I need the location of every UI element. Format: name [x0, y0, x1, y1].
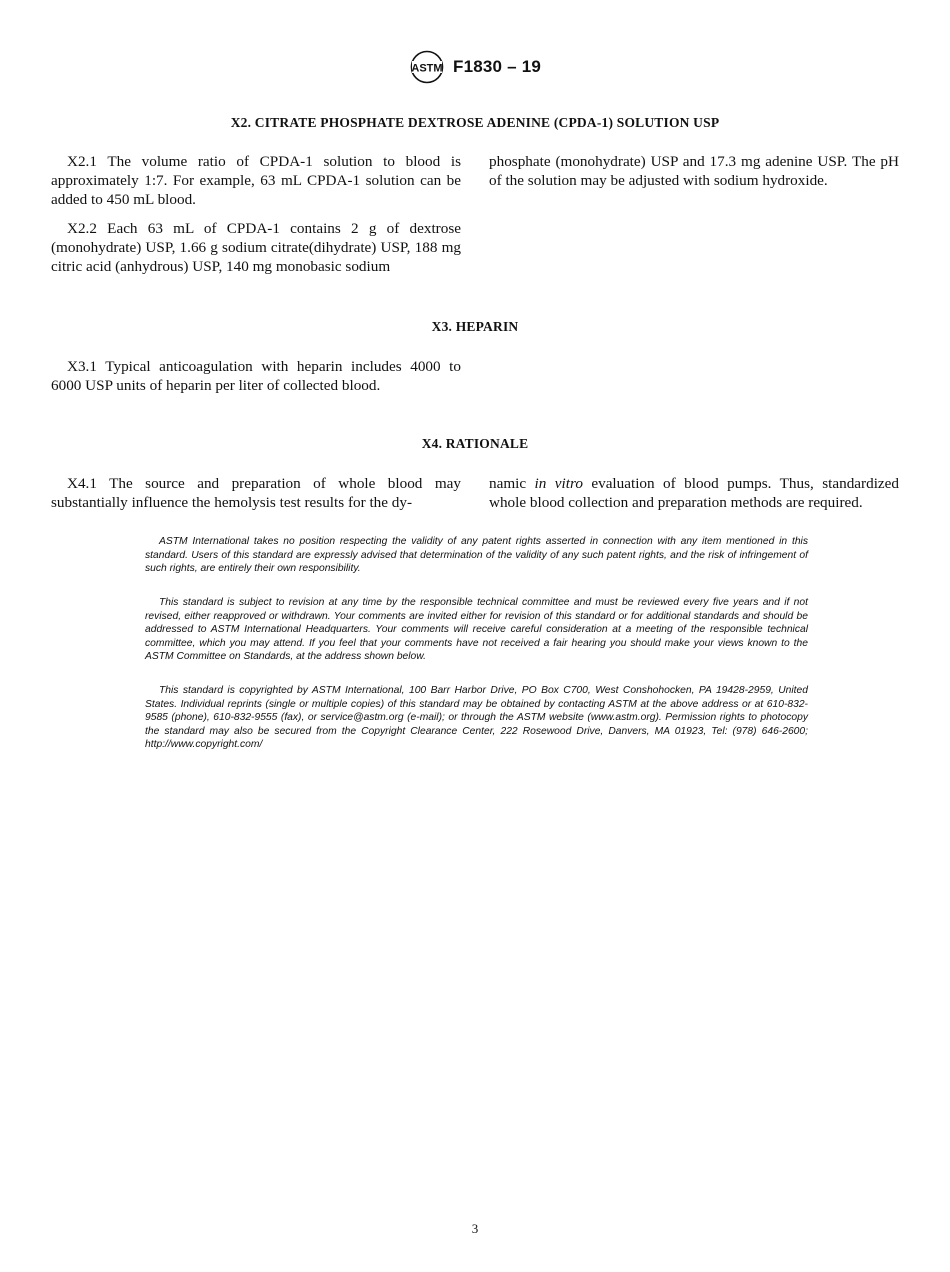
- copyright-notice: [145, 684, 808, 752]
- x2-right-column: [489, 153, 899, 202]
- revision-notice: [145, 596, 808, 664]
- section-title-x2: X2. CITRATE PHOSPHATE DEXTROSE ADENINE (CPDA-1) SOLUTION USP: [230, 115, 720, 130]
- x4-cont-italic: in vitro: [534, 475, 583, 492]
- standard-designation: F1830 – 19: [452, 57, 541, 76]
- page-number: 3: [471, 1221, 479, 1236]
- patent-notice: [145, 535, 808, 576]
- x3-left-column: [51, 358, 461, 407]
- paragraph-x2-2: X2.2 Each 63 mL of CPDA-1 contains 2 g of dextrose (monohydrate) USP, 1.66 g sodium citrate(dihydrate) USP, 188 mg citric acid (anhydrous) USP, 140 mg monobasic sodium: [51, 220, 461, 275]
- patent-notice-text: ASTM International takes no position respecting the validity of any patent rights asserted in connection with any item mentioned in this standard. Users of this standard are expressly advised that determination of the validity of any such patent rights, and the risk of infringement of such rights, are entirely their own responsibility.: [145, 536, 808, 575]
- paragraph-x2-2-continued: phosphate (monohydrate) USP and 17.3 mg adenine USP. The pH of the solution may be adjusted with sodium hydroxide.: [489, 153, 899, 189]
- revision-notice-text: This standard is subject to revision at any time by the responsible technical committee and must be reviewed every five years and if not revised, either reapproved or withdrawn. Your comments are invited either for revision of this standard or for additional standards and should be addressed to ASTM International Headquarters. Your comments will receive careful consideration at a meeting of the responsible technical committee, which you may attend. If you feel that your comments have not received a fair hearing you should make your views known to the ASTM Committee on Standards, at the address shown below.: [145, 597, 808, 663]
- x4-cont-text-b: evaluation of blood pumps. Thus, standardized whole blood collection and preparation methods are required.: [489, 475, 899, 511]
- section-title-x4: X4. RATIONALE: [421, 436, 529, 451]
- astm-logo-text: ASTM: [411, 62, 443, 75]
- x4-left-column: [51, 475, 461, 524]
- section-title-x3: X3. HEPARIN: [431, 319, 519, 334]
- page-header: [0, 50, 950, 84]
- paragraph-x2-1: X2.1 The volume ratio of CPDA-1 solution to blood is approximately 1:7. For example, 63 mL CPDA-1 solution can be added to 450 mL blood.: [51, 153, 461, 208]
- astm-logo-icon: [409, 50, 445, 84]
- paragraph-x3-1: X3.1 Typical anticoagulation with heparin includes 4000 to 6000 USP units of heparin per liter of collected blood.: [51, 358, 461, 394]
- x2-left-column: [51, 153, 461, 288]
- paragraph-x4-1-continued: [489, 475, 899, 513]
- copyright-notice-text: This standard is copyrighted by ASTM International, 100 Barr Harbor Drive, PO Box C700, West Conshohocken, PA 19428-2959, United States. Individual reprints (single or multiple copies) of this standard may be obtained by contacting ASTM at the above address or at 610-832-9585 (phone), 610-832-9555 (fax), or service@astm.org (e-mail); or through the ASTM website (www.astm.org). Permission rights to photocopy the standard may also be secured from the Copyright Clearance Center, 222 Rosewood Drive, Danvers, MA 01923, Tel: (978) 646-2600; http://www.copyright.com/: [145, 685, 808, 751]
- paragraph-x4-1: X4.1 The source and preparation of whole blood may substantially influence the hemolysis test results for the dy-: [51, 475, 461, 511]
- x4-right-column: [489, 475, 899, 524]
- x4-cont-text-a: namic: [489, 475, 535, 492]
